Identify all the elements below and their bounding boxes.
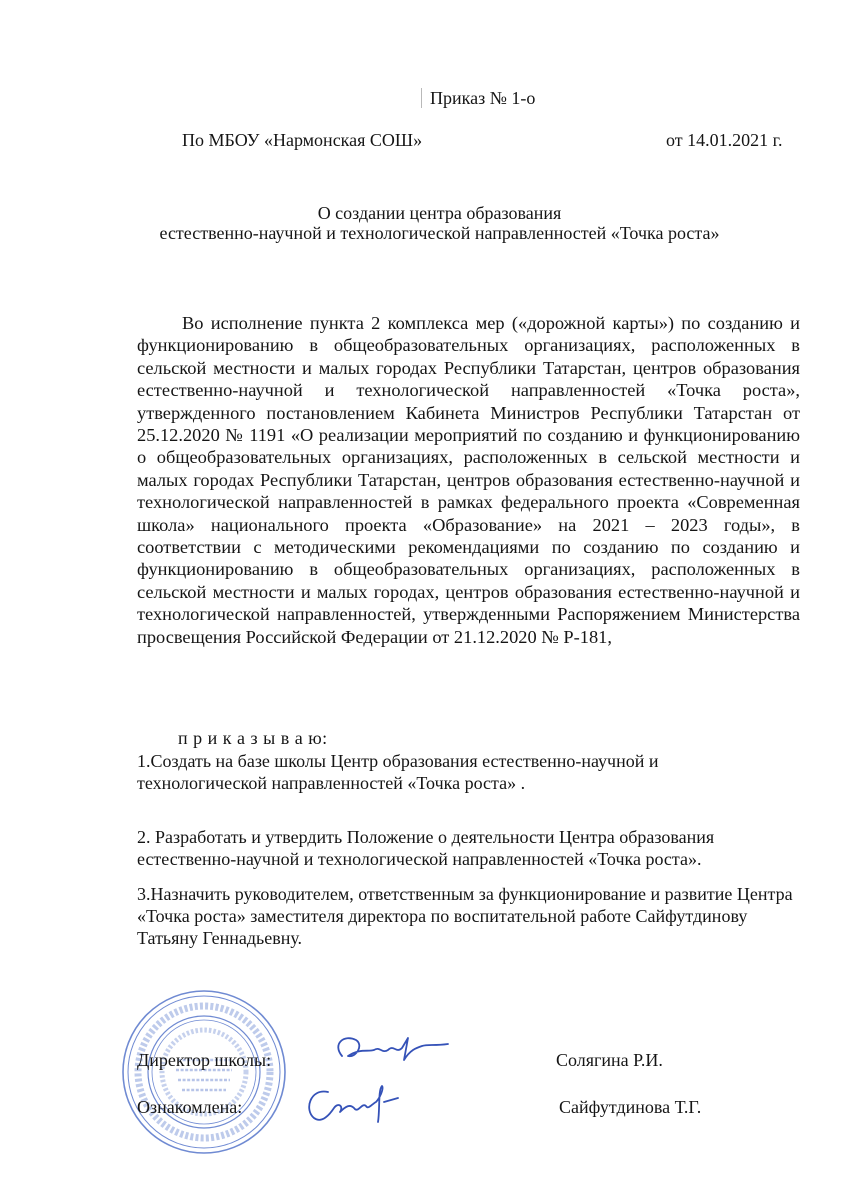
order-item-2: 2. Разработать и утвердить Положение о деятельности Центра образования естественно-научной и технологической направленностей «Точка роста». xyxy=(137,827,715,869)
director-signature xyxy=(330,1030,455,1070)
title-line-2: естественно-научной и технологической направленностей «Точка роста» xyxy=(159,223,720,243)
director-label: Директор школы: xyxy=(137,1050,272,1070)
acquainted-name: Сайфутдинова Т.Г. xyxy=(559,1097,702,1117)
order-number: Приказ № 1-о xyxy=(430,88,536,108)
order-date: от 14.01.2021 г. xyxy=(666,130,783,150)
scan-mark xyxy=(421,88,422,108)
order-word: п р и к а з ы в а ю: xyxy=(178,728,328,748)
director-name: Солягина Р.И. xyxy=(556,1050,663,1070)
order-item-3: 3.Назначить руководителем, ответственным за функционирование и развитие Центра «Точка роста» заместителя директора по воспитательной работе Сайфутдинову Татьяну Геннадьевну. xyxy=(137,884,793,948)
acquainted-label: Ознакомлена: xyxy=(137,1097,243,1117)
organization-name: По МБОУ «Нармонская СОШ» xyxy=(182,130,423,150)
order-item-1: 1.Создать на базе школы Центр образования естественно-научной и технологической направленностей «Точка роста» . xyxy=(137,751,659,793)
school-seal-stamp xyxy=(120,988,288,1156)
acquainted-signature xyxy=(300,1080,410,1128)
title-line-1: О создании центра образования xyxy=(317,203,562,223)
preamble-paragraph: Во исполнение пункта 2 комплекса мер («дорожной карты») по созданию и функционированию в общеобразовательных организациях, расположенных в сельской местности и малых городах Республики Татарстан, центров образования естественно-научной и технологической направленностей «Точка роста», утвержденного постановлением Кабинета Министров Республики Татарстан от 25.12.2020 № 1191 «О реализации мероприятий по созданию и функционированию о общеобразовательных организациях, расположенных в сельской местности и малых городах Республики Татарстан, центров образования естественно-научной и технологической направленностей в рамках федерального проекта «Современная школа» национального проекта «Образование» на 2021 – 2023 годы», в соответствии с методическими рекомендациями по созданию по созданию и функционированию в общеобразовательных организациях, расположенных в сельской местности и малых городах, центров образования естественно-научной и технологической направленностей, утвержденными Распоряжением Министерства просвещения Российской Федерации от 21.12.2020 № Р-181, xyxy=(137,313,800,647)
